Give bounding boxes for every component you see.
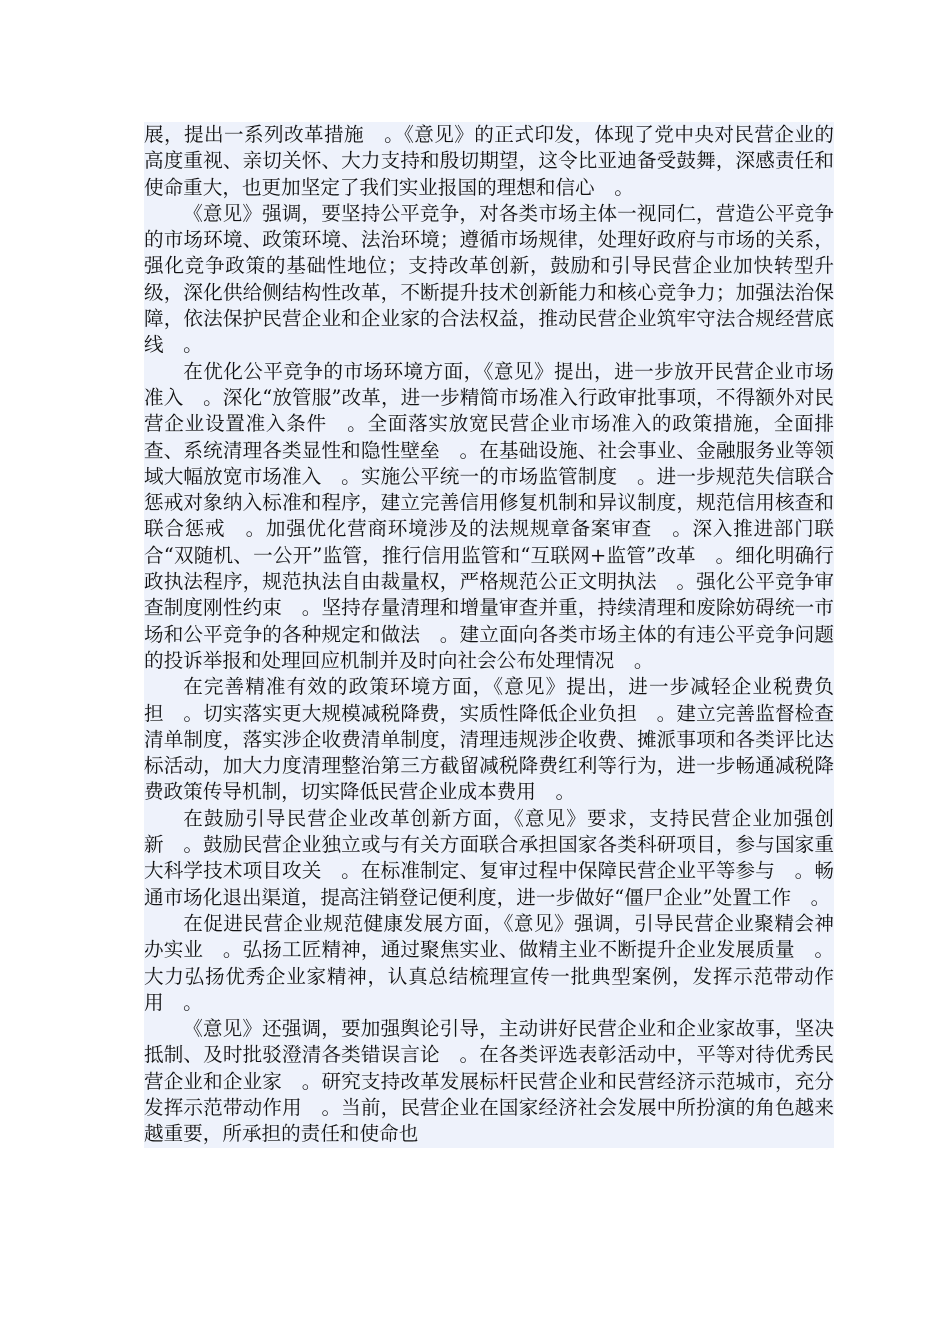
paragraph-continuation: 展，提出一系列改革措施 。《意见》的正式印发，体现了党中央对民营企业的高度重视、亲切关怀、大力支持和殷切期望，这令比亚迪备受鼓舞，深感责任和使命重大，也更加坚定了我们实业报国的理想和信心 。 xyxy=(144,122,834,201)
paragraph-healthy-development: 在促进民营企业规范健康发展方面，《意见》强调，引导民营企业聚精会神办实业 。弘扬工匠精神，通过聚焦实业、做精主业不断提升企业发展质量 。大力弘扬优秀企业家精神，认真总结梳理宣传一批典型案例，发挥示范带动作用 。 xyxy=(144,911,834,1016)
paragraph-reform-innovation: 在鼓励引导民营企业改革创新方面，《意见》要求，支持民营企业加强创新 。鼓励民营企业独立或与有关方面联合承担国家各类科研项目，参与国家重大科学技术项目攻关 。在标准制定、复审过程中保障民营企业平等参与 。畅通市场化退出渠道，提高注销登记便利度，进一步做好“僵尸企业”处置工作 。 xyxy=(144,806,834,911)
document-body xyxy=(144,122,834,1148)
paragraph-principles: 《意见》强调，要坚持公平竞争，对各类市场主体一视同仁，营造公平竞争的市场环境、政策环境、法治环境；遵循市场规律，处理好政府与市场的关系，强化竞争政策的基础性地位；支持改革创新，鼓励和引导民营企业加快转型升级，深化供给侧结构性改革，不断提升技术创新能力和核心竞争力；加强法治保障，依法保护民营企业和企业家的合法权益，推动民营企业筑牢守法合规经营底线 。 xyxy=(144,201,834,359)
paragraph-public-opinion: 《意见》还强调，要加强舆论引导，主动讲好民营企业和企业家故事，坚决抵制、及时批驳澄清各类错误言论 。在各类评选表彰活动中，平等对待优秀民营企业和企业家 。研究支持改革发展标杆民营企业和民营经济示范城市，充分发挥示范带动作用 。当前，民营企业在国家经济社会发展中所扮演的角色越来越重要，所承担的责任和使命也 xyxy=(144,1016,834,1147)
paragraph-market-environment: 在优化公平竞争的市场环境方面，《意见》提出，进一步放开民营企业市场准入 。深化“放管服”改革，进一步精简市场准入行政审批事项，不得额外对民营企业设置准入条件 。全面落实放宽民营企业市场准入的政策措施，全面排查、系统清理各类显性和隐性壁垒 。在基础设施、社会事业、金融服务业等领域大幅放宽市场准入 。实施公平统一的市场监管制度 。进一步规范失信联合惩戒对象纳入标准和程序，建立完善信用修复机制和异议制度，规范信用核查和联合惩戒 。加强优化营商环境涉及的法规规章备案审查 。深入推进部门联合“双随机、一公开”监管，推行信用监管和“互联网+监管”改革 。细化明确行政执法程序，规范执法自由裁量权，严格规范公正文明执法 。强化公平竞争审查制度刚性约束 。坚持存量清理和增量审查并重，持续清理和废除妨碍统一市场和公平竞争的各种规定和做法 。建立面向各类市场主体的有违公平竞争问题的投诉举报和处理回应机制并及时向社会公布处理情况 。 xyxy=(144,359,834,675)
paragraph-policy-environment: 在完善精准有效的政策环境方面，《意见》提出，进一步减轻企业税费负担 。切实落实更大规模减税降费，实质性降低企业负担 。建立完善监督检查清单制度，落实涉企收费清单制度，清理违规涉企收费、摊派事项和各类评比达标活动，加大力度清理整治第三方截留减税降费红利等行为，进一步畅通减税降费政策传导机制，切实降低民营企业成本费用 。 xyxy=(144,674,834,805)
